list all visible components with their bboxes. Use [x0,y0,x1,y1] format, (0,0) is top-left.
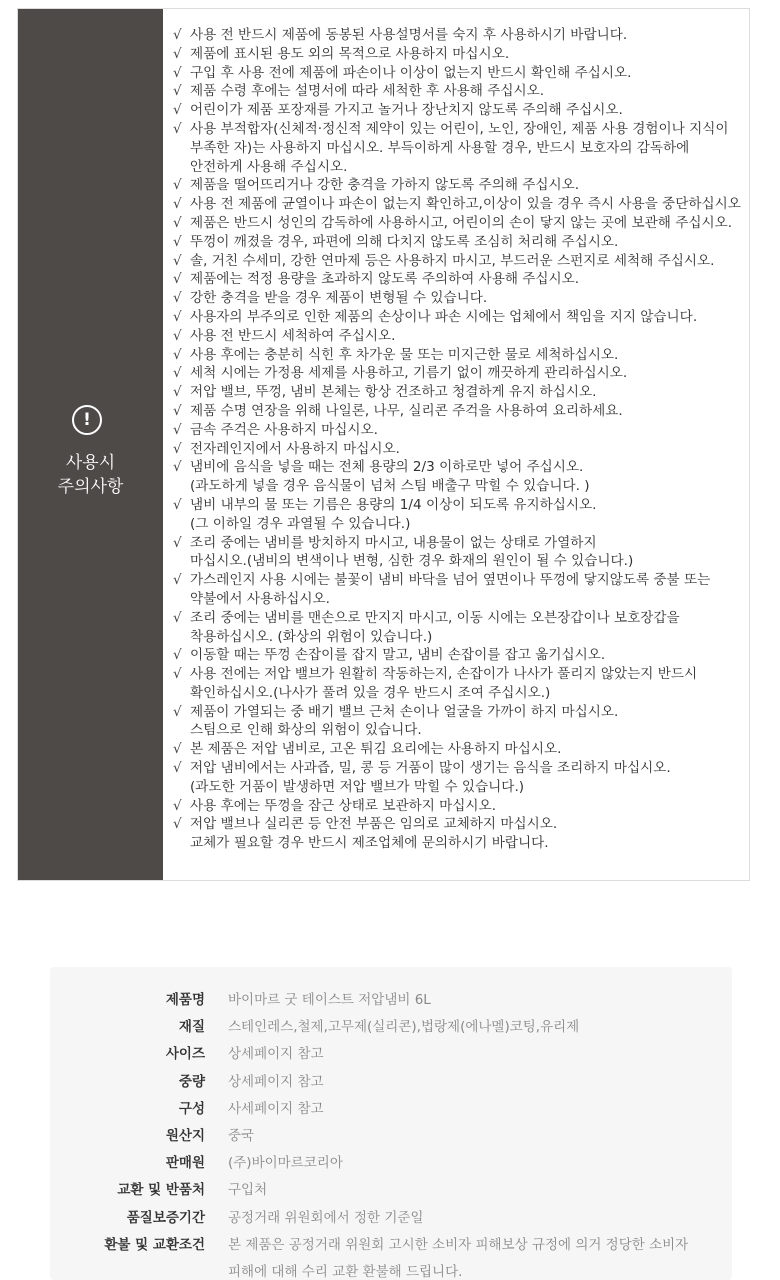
caution-item [173,815,745,853]
exclamation-circle-icon: ! [72,405,102,435]
caution-item [173,26,745,45]
caution-item [173,176,745,195]
product-info-table [50,967,732,1280]
caution-item [173,270,745,289]
spec-label: 구성 [178,1100,205,1117]
caution-item-text: 사용 후에는 충분히 식힌 후 차가운 물 또는 미지근한 물로 세척하십시오. [190,346,619,363]
check-icon: √ [173,365,182,382]
caution-panel [17,8,750,881]
caution-item-text: 세척 시에는 가정용 세제를 사용하고, 기름기 없이 깨끗하게 관리하십시오. [190,365,628,382]
spec-row [50,1232,732,1280]
caution-item [173,402,745,421]
spec-row [50,1014,732,1041]
caution-item [173,327,745,346]
caution-item-text: 사용 전 반드시 세척하여 주십시오. [190,327,396,344]
caution-item [173,703,745,741]
check-icon: √ [173,290,182,307]
caution-item [173,252,745,271]
check-icon: √ [173,83,182,100]
caution-item-text: 본 제품은 저압 냄비로, 고온 튀김 요리에는 사용하지 마십시오. [190,741,562,758]
spec-value: 공정거래 위원회에서 정한 기준일 [228,1209,424,1226]
caution-item [173,82,745,101]
caution-item-text: (과도한 거품이 발생하면 저압 밸브가 막힐 수 있습니다.) [190,778,525,795]
spec-value: 스테인레스,철제,고무제(실리콘),법랑제(에나멜)코팅,유리제 [228,1019,580,1036]
check-icon: √ [173,440,182,457]
caution-item-text: 제품에는 적정 용량을 초과하지 않도록 주의하여 사용해 주십시오. [190,271,580,288]
spec-row [50,1205,732,1232]
spec-value: 상세페이지 참고 [228,1073,324,1090]
spec-row [50,1177,732,1204]
spec-label: 원산지 [165,1128,205,1144]
spec-value: 바이마르 굿 테이스트 저압냄비 6L [228,992,431,1008]
caution-item [173,797,745,816]
check-icon: √ [173,703,182,720]
spec-label: 판매원 [165,1155,205,1172]
caution-item-text: 저압 밸브, 뚜껑, 냄비 본체는 항상 건조하고 청결하게 유지 하십시오. [190,384,597,401]
caution-item-text: 제품 수령 후에는 설명서에 따라 세척한 후 사용해 주십시오. [190,83,545,100]
caution-item [173,233,745,252]
spec-label: 재질 [178,1019,205,1036]
spec-row [50,1096,732,1123]
caution-item [173,534,745,572]
spec-label: 품질보증기간 [126,1209,205,1226]
check-icon: √ [173,177,182,194]
caution-item-text: 마십시오.(냄비의 변색이나 변형, 심한 경우 화재의 원인이 될 수 있습니다.) [190,553,634,570]
check-icon: √ [173,609,182,626]
check-icon: √ [173,252,182,269]
caution-item-text: 어린이가 제품 포장재를 가지고 놀거나 장난치지 않도록 주의해 주십시오. [190,102,623,119]
caution-item-text: 전자레인지에서 사용하지 마십시오. [190,440,400,457]
check-icon: √ [173,572,182,589]
caution-item [173,308,745,327]
caution-item-text: 제품이 가열되는 중 배기 밸브 근처 손이나 얼굴을 가까이 하지 마십시오. [190,703,619,720]
check-icon: √ [173,64,182,81]
caution-list [173,26,745,853]
caution-item-text: 이동할 때는 뚜껑 손잡이를 잡지 말고, 냄비 손잡이를 잡고 옮기십시오. [190,647,606,664]
caution-item-text: (그 이하일 경우 과열될 수 있습니다.) [190,515,411,532]
caution-item-text: 안전하게 사용해 주십시오. [190,158,348,175]
spec-label: 중량 [178,1073,205,1090]
caution-item-text: 가스레인지 사용 시에는 불꽃이 냄비 바닥을 넘어 옆면이나 뚜껑에 닿지않도록 중불 또는 [190,572,711,589]
check-icon: √ [173,797,182,814]
check-icon: √ [173,308,182,325]
caution-item [173,364,745,383]
check-icon: √ [173,346,182,363]
spec-value-continued: 피해에 대해 수리 교환 환불해 드립니다. [228,1263,463,1280]
check-icon: √ [173,459,182,476]
spec-value: 본 제품은 공정거래 위원회 고시한 소비자 피해보상 규정에 의거 정당한 소비자 [228,1236,689,1253]
check-icon: √ [173,120,182,137]
check-icon: √ [173,384,182,401]
spec-row [50,987,732,1014]
caution-item-text: (과도하게 넣을 경우 음식물이 넘처 스팀 배출구 막힐 수 있습니다. ) [190,478,590,495]
spec-value: 구입처 [228,1182,268,1199]
check-icon: √ [173,816,182,833]
spec-value: 중국 [228,1128,255,1144]
caution-item-text: 확인하십시오.(나사가 풀려 있을 경우 반드시 조여 주십시오.) [190,684,551,701]
caution-item [173,346,745,365]
caution-item [173,759,745,797]
caution-item [173,421,745,440]
check-icon: √ [173,741,182,758]
check-icon: √ [173,760,182,777]
caution-item-text: 저압 냄비에서는 사과즙, 밀, 콩 등 거품이 많이 생기는 음식을 조리하지 마십시오. [190,760,671,777]
check-icon: √ [173,666,182,683]
caution-item-text: 조리 중에는 냄비를 맨손으로 만지지 마시고, 이동 시에는 오븐장갑이나 보호장갑을 [190,609,680,626]
caution-item-text: 구입 후 사용 전에 제품에 파손이나 이상이 없는지 반드시 확인해 주십시오. [190,64,632,81]
caution-item-text: 스팀으로 인해 화상의 위험이 있습니다. [190,722,422,739]
caution-item-text: 약불에서 사용하십시오. [190,590,330,607]
caution-item-text: 금속 주걱은 사용하지 마십시오. [190,421,378,438]
check-icon: √ [173,196,182,213]
caution-item-text: 사용 전 반드시 제품에 동봉된 사용설명서를 숙지 후 사용하시기 바랍니다. [190,27,628,43]
check-icon: √ [173,214,182,231]
caution-item-text: 냄비에 음식을 넣을 때는 전체 용량의 2/3 이하로만 넣어 주십시오. [190,459,584,476]
caution-item [173,609,745,647]
spec-row [50,1150,732,1177]
caution-item [173,646,745,665]
check-icon: √ [173,647,182,664]
spec-row [50,1123,732,1150]
spec-value: 상세페이지 참고 [228,1046,324,1063]
caution-item [173,214,745,233]
caution-item [173,120,745,176]
check-icon: √ [173,45,182,62]
caution-item [173,740,745,759]
caution-item-text: 강한 충격을 받을 경우 제품이 변형될 수 있습니다. [190,290,488,307]
caution-item-text: 사용 전에는 저압 밸브가 원활히 작동하는지, 손잡이가 나사가 풀리지 않았는지 반드시 [190,666,698,683]
caution-item [173,45,745,64]
check-icon: √ [173,534,182,551]
caution-item-text: 제품은 반드시 성인의 감독하에 사용하시고, 어린이의 손이 닿지 않는 곳에 보관해 주십시오. [190,214,733,231]
spec-row [50,1069,732,1096]
caution-item [173,458,745,496]
caution-title-line2: 주의사항 [57,477,124,497]
caution-item-text: 제품에 표시된 용도 외의 목적으로 사용하지 마십시오. [190,45,510,62]
caution-item-text: 사용 전 제품에 균열이나 파손이 없는지 확인하고,이상이 있을 경우 즉시 사용을 중단하십시오 [190,196,741,213]
caution-item [173,440,745,459]
check-icon: √ [173,496,182,513]
caution-item [173,496,745,534]
caution-item [173,289,745,308]
caution-item-text: 조리 중에는 냄비를 방치하지 마시고, 내용물이 없는 상태로 가열하지 [190,534,597,551]
caution-item-text: 교체가 필요할 경우 반드시 제조업체에 문의하시기 바랍니다. [190,835,549,852]
spec-label: 교환 및 반품처 [117,1182,205,1199]
spec-row [50,1041,732,1068]
spec-label: 제품명 [165,992,205,1008]
check-icon: √ [173,421,182,438]
check-icon: √ [173,327,182,344]
caution-item-text: 솔, 거친 수세미, 강한 연마제 등은 사용하지 마시고, 부드러운 스펀지로 세척해 주십시오. [190,252,715,269]
check-icon: √ [173,233,182,250]
check-icon: √ [173,402,182,419]
caution-item-text: 저압 밸브나 실리콘 등 안전 부품은 임의로 교체하지 마십시오. [190,816,558,833]
check-icon: √ [173,102,182,119]
caution-item [173,571,745,609]
caution-item-text: 사용 후에는 뚜껑을 잠근 상태로 보관하지 마십시오. [190,797,497,814]
caution-sidebar [18,9,163,880]
check-icon: √ [173,27,182,43]
spec-label: 환불 및 교환조건 [104,1236,205,1253]
check-icon: √ [173,271,182,288]
spec-value: 사세페이지 참고 [228,1100,324,1117]
caution-item [173,665,745,703]
caution-item-text: 착용하십시오. (화상의 위험이 있습니다.) [190,628,433,645]
caution-item-text: 뚜껑이 깨졌을 경우, 파편에 의해 다치지 않도록 조심히 처리해 주십시오. [190,233,619,250]
caution-item [173,195,745,214]
spec-value: (주)바이마르코리아 [228,1155,343,1172]
caution-item-text: 사용 부적합자(신체적·정신적 제약이 있는 어린이, 노인, 장애인, 제품 사용 경험이나 지식이 [190,120,729,137]
caution-item [173,383,745,402]
spec-label: 사이즈 [165,1046,205,1063]
caution-item [173,101,745,120]
caution-item-text: 제품을 떨어뜨리거나 강한 충격을 가하지 않도록 주의해 주십시오. [190,177,580,194]
caution-item [173,64,745,83]
caution-item-text: 냄비 내부의 물 또는 기름은 용량의 1/4 이상이 되도록 유지하십시오. [190,496,597,513]
caution-item-text: 사용자의 부주의로 인한 제품의 손상이나 파손 시에는 업체에서 책임을 지지 않습니다. [190,308,698,325]
caution-item-text: 부족한 자)는 사용하지 마십시오. 부득이하게 사용할 경우, 반드시 보호자의 감독하에 [190,139,690,156]
caution-item-text: 제품 수명 연장을 위해 나일론, 나무, 실리콘 주걱을 사용하여 요리하세요. [190,402,623,419]
caution-title-line1: 사용시 [65,453,116,473]
